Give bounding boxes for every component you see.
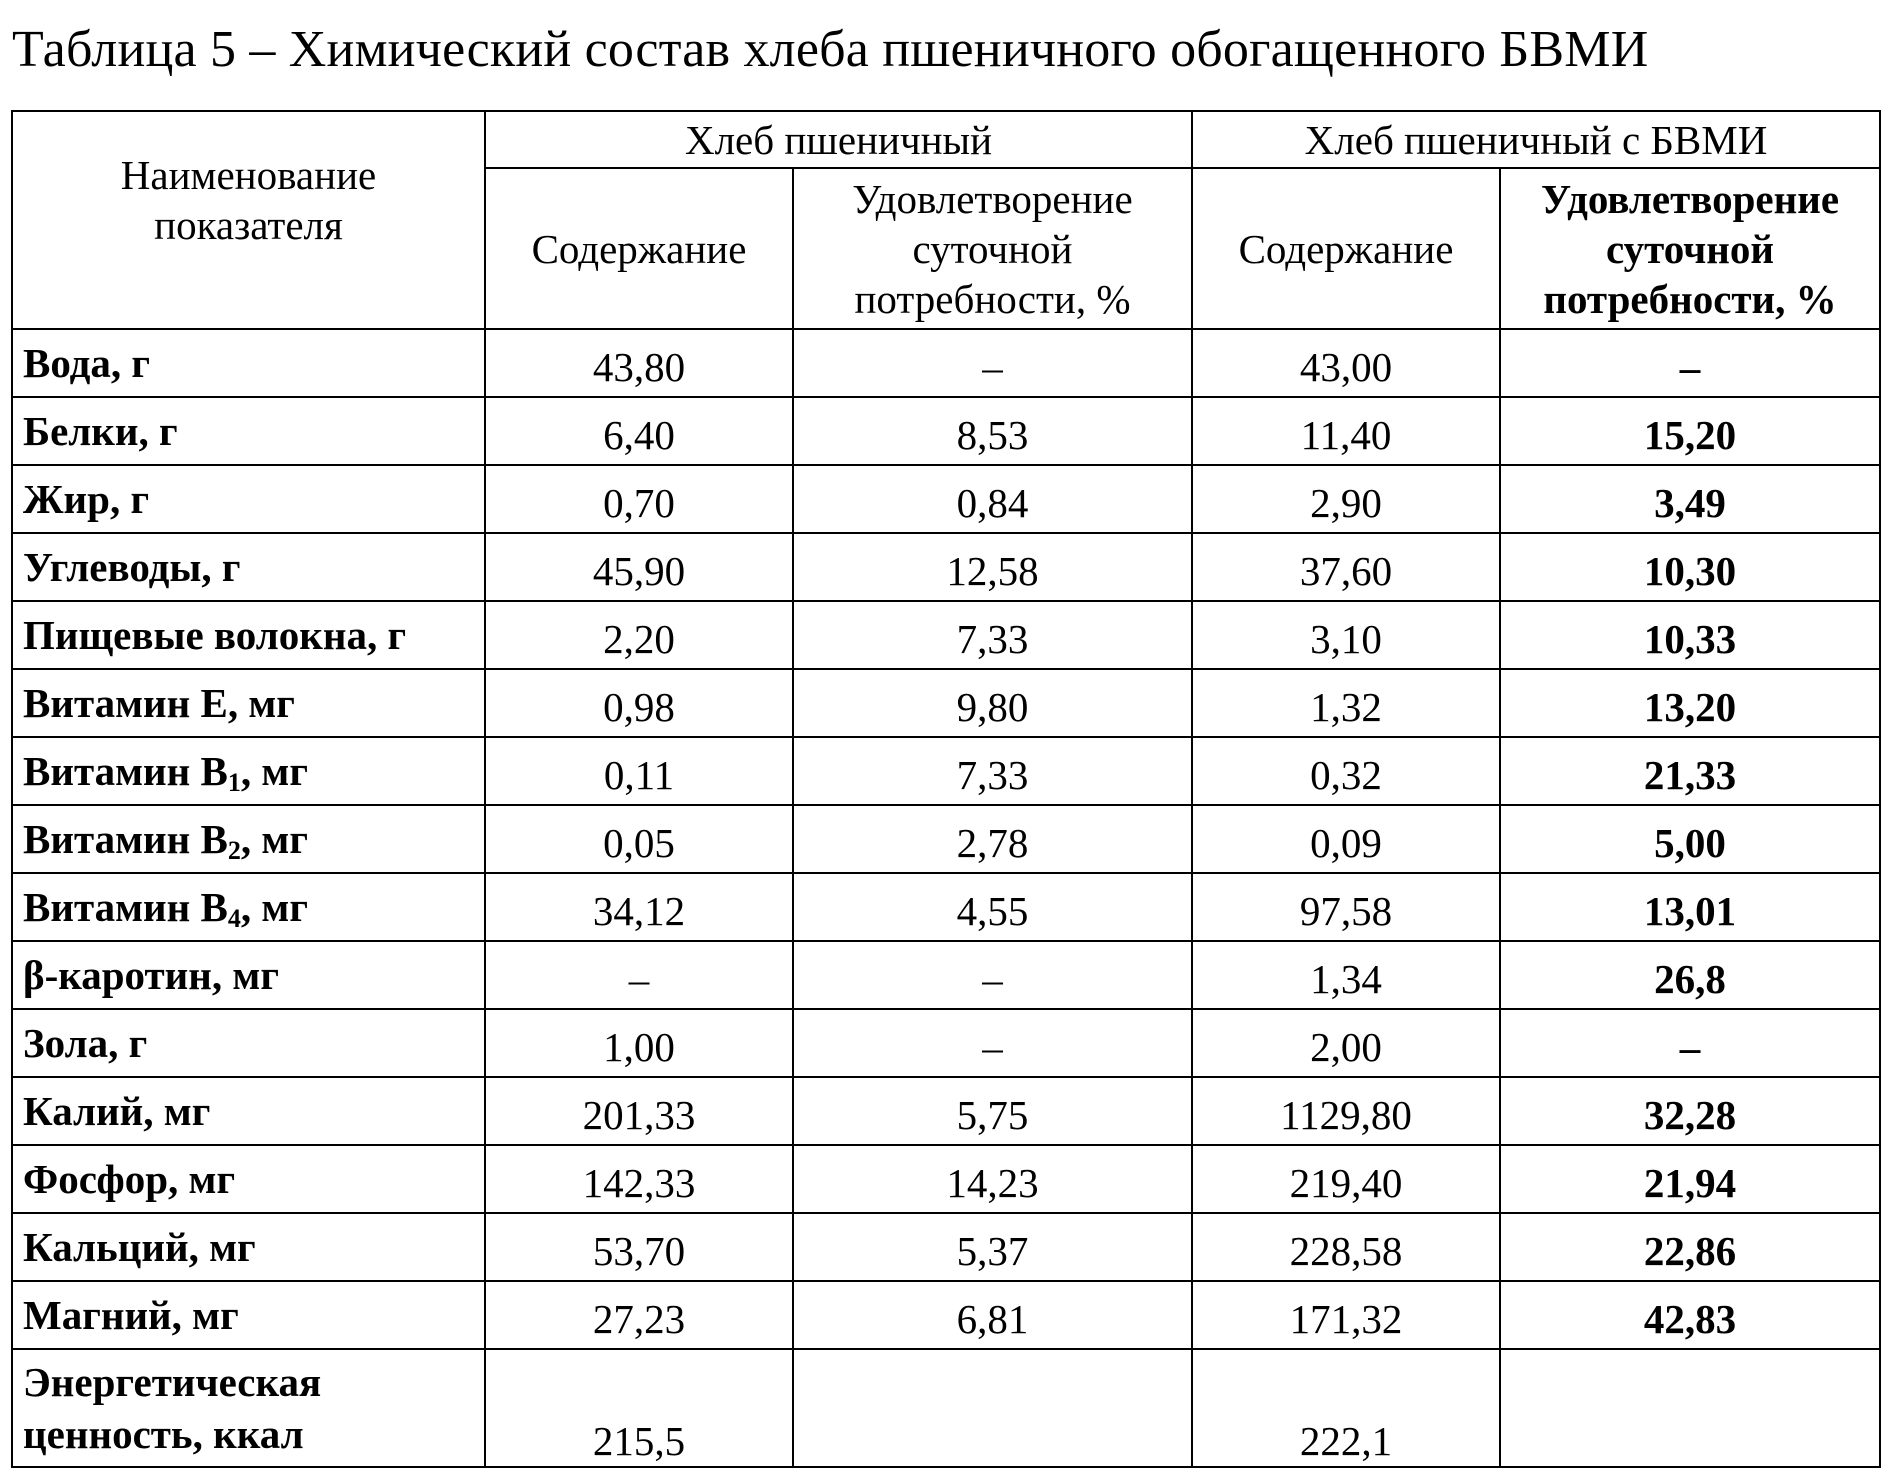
content-2-cell: 11,40 [1192,397,1500,465]
satisfaction-2-cell: 26,8 [1500,941,1880,1009]
satisfaction-1-cell: 7,33 [793,601,1192,669]
table-row [12,1281,1880,1349]
row-name-unit: , мг [240,816,308,862]
content-1-cell: 43,80 [485,329,793,397]
header-group-wheat-bread-bvmi: Хлеб пшеничный с БВМИ [1192,111,1880,168]
table-row [12,329,1880,397]
content-1-cell: 27,23 [485,1281,793,1349]
satisfaction-1-cell: 8,53 [793,397,1192,465]
content-1-cell: 215,5 [485,1349,793,1467]
table-body [12,329,1880,1467]
satisfaction-2-cell: 21,33 [1500,737,1880,805]
satisfaction-2-cell: 22,86 [1500,1213,1880,1281]
satisfaction-2-cell: 42,83 [1500,1281,1880,1349]
content-2-cell: 171,32 [1192,1281,1500,1349]
header-group-wheat-bread: Хлеб пшеничный [485,111,1192,168]
content-1-cell: 142,33 [485,1145,793,1213]
satisfaction-2-cell: 15,20 [1500,397,1880,465]
row-name-cell [12,873,485,941]
row-name-cell: Жир, г [12,465,485,533]
row-name-cell: Фосфор, мг [12,1145,485,1213]
header-satisfaction-2: Удовлетворение суточной потребности, % [1500,168,1880,329]
row-name-subscript: 4 [227,904,241,933]
satisfaction-1-cell: – [793,1009,1192,1077]
content-1-cell: 0,05 [485,805,793,873]
table-row [12,1213,1880,1281]
table-row [12,465,1880,533]
satisfaction-1-cell: 6,81 [793,1281,1192,1349]
satisfaction-2-cell: 32,28 [1500,1077,1880,1145]
satisfaction-2-cell: 3,49 [1500,465,1880,533]
content-2-cell: 0,32 [1192,737,1500,805]
table-row [12,873,1880,941]
table-caption: Таблица 5 – Химический состав хлеба пшеничного обогащенного БВМИ [12,21,1649,78]
row-name-cell: Вода, г [12,329,485,397]
content-2-cell: 0,09 [1192,805,1500,873]
content-1-cell: 45,90 [485,533,793,601]
content-1-cell: 201,33 [485,1077,793,1145]
row-name-cell [12,737,485,805]
content-1-cell: 2,20 [485,601,793,669]
content-1-cell: 53,70 [485,1213,793,1281]
satisfaction-1-cell [793,1349,1192,1467]
row-name-cell: Кальций, мг [12,1213,485,1281]
table-row [12,669,1880,737]
satisfaction-1-cell: 7,33 [793,737,1192,805]
content-2-cell: 1129,80 [1192,1077,1500,1145]
satisfaction-2-cell: 21,94 [1500,1145,1880,1213]
satisfaction-1-cell: 9,80 [793,669,1192,737]
satisfaction-1-cell: 14,23 [793,1145,1192,1213]
satisfaction-2-cell: 10,33 [1500,601,1880,669]
row-name-text: Витамин В [23,816,228,862]
header-content-2: Содержание [1192,168,1500,329]
content-1-cell: 6,40 [485,397,793,465]
table-row [12,1145,1880,1213]
satisfaction-2-cell: – [1500,329,1880,397]
content-1-cell: 1,00 [485,1009,793,1077]
content-1-cell: 0,98 [485,669,793,737]
content-1-cell: 34,12 [485,873,793,941]
table-row [12,533,1880,601]
row-name-text: Витамин В [23,884,228,930]
satisfaction-2-cell: 10,30 [1500,533,1880,601]
content-2-cell: 1,34 [1192,941,1500,1009]
row-name-cell: Зола, г [12,1009,485,1077]
content-2-cell: 228,58 [1192,1213,1500,1281]
table-row [12,397,1880,465]
content-2-cell: 3,10 [1192,601,1500,669]
satisfaction-1-cell: 0,84 [793,465,1192,533]
content-1-cell: – [485,941,793,1009]
satisfaction-2-cell: – [1500,1009,1880,1077]
table-row [12,1349,1880,1467]
satisfaction-1-cell: – [793,941,1192,1009]
row-name-unit: , мг [240,748,308,794]
row-name-cell: Белки, г [12,397,485,465]
header-row-groups [12,111,1880,168]
table-row [12,1009,1880,1077]
table-row [12,601,1880,669]
row-name-cell: Углеводы, г [12,533,485,601]
content-2-cell: 37,60 [1192,533,1500,601]
row-name-text: Витамин В [23,748,228,794]
row-name-cell: Витамин Е, мг [12,669,485,737]
satisfaction-1-cell: 12,58 [793,533,1192,601]
row-name-cell: β-каротин, мг [12,941,485,1009]
row-name-subscript: 1 [227,768,241,797]
content-2-cell: 2,00 [1192,1009,1500,1077]
table-row [12,805,1880,873]
header-name-column: Наименование показателя [12,111,485,329]
satisfaction-1-cell: 2,78 [793,805,1192,873]
row-name-cell: Магний, мг [12,1281,485,1349]
row-name-subscript: 2 [227,836,241,865]
table-row [12,941,1880,1009]
row-name-cell: Калий, мг [12,1077,485,1145]
satisfaction-1-cell: 5,37 [793,1213,1192,1281]
row-name-cell: Энергетическая ценность, ккал [12,1349,485,1467]
content-2-cell: 97,58 [1192,873,1500,941]
row-name-cell [12,805,485,873]
satisfaction-1-cell: – [793,329,1192,397]
content-1-cell: 0,70 [485,465,793,533]
content-2-cell: 2,90 [1192,465,1500,533]
satisfaction-1-cell: 4,55 [793,873,1192,941]
content-1-cell: 0,11 [485,737,793,805]
row-name-cell: Пищевые волокна, г [12,601,485,669]
satisfaction-2-cell: 5,00 [1500,805,1880,873]
table-row [12,737,1880,805]
satisfaction-2-cell: 13,01 [1500,873,1880,941]
content-2-cell: 1,32 [1192,669,1500,737]
satisfaction-2-cell [1500,1349,1880,1467]
header-satisfaction-1: Удовлетворение суточной потребности, % [793,168,1192,329]
row-name-unit: , мг [240,884,308,930]
content-2-cell: 222,1 [1192,1349,1500,1467]
table-row [12,1077,1880,1145]
satisfaction-2-cell: 13,20 [1500,669,1880,737]
content-2-cell: 43,00 [1192,329,1500,397]
satisfaction-1-cell: 5,75 [793,1077,1192,1145]
header-content-1: Содержание [485,168,793,329]
content-2-cell: 219,40 [1192,1145,1500,1213]
chemical-composition-table [11,110,1881,1468]
